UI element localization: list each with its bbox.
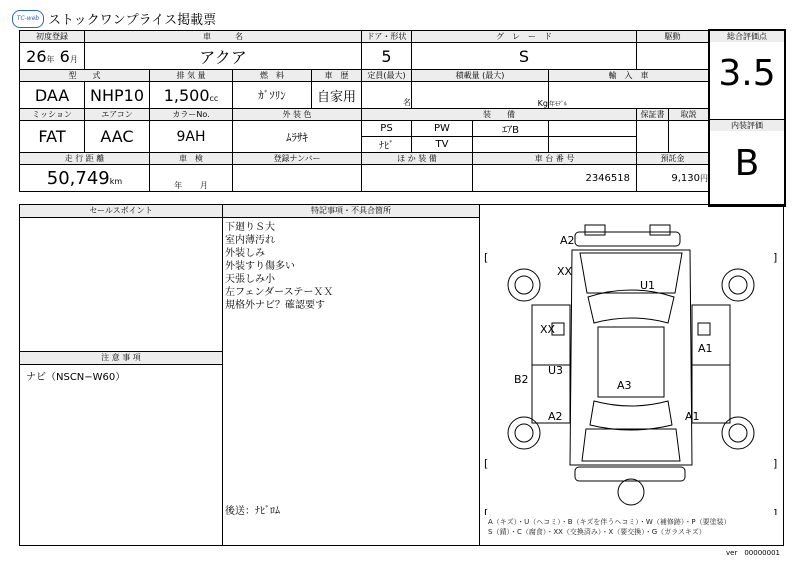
label-fuel: 燃 料	[233, 70, 312, 82]
doors-value: 5	[362, 43, 412, 70]
note-item: 外装すり傷多い	[225, 261, 295, 272]
label-import: 輸 入 車	[549, 70, 709, 82]
label-equipment: 装 備	[362, 109, 637, 121]
damage-mark: A1	[698, 342, 713, 355]
damage-mark: A2	[560, 234, 575, 247]
front-left-lamp-shape	[585, 225, 605, 235]
wheel-front-right-hub	[729, 276, 747, 294]
label-mission: ミッション	[20, 109, 85, 121]
wheel-rear-left	[508, 417, 540, 449]
caution-label: 注 意 事 項	[20, 352, 222, 365]
damage-mark: U3	[548, 364, 564, 377]
other-value	[362, 165, 473, 192]
wheel-front-left-hub	[515, 276, 533, 294]
spare-tire	[618, 479, 644, 505]
import-value: 年ﾓﾃﾞﾙ	[549, 82, 709, 109]
label-history: 車 歴	[312, 70, 362, 82]
caution-section	[20, 351, 222, 390]
label-drive: 駆動	[637, 31, 709, 43]
label-price: 預託金	[637, 153, 709, 165]
damage-mark: A3	[617, 379, 632, 392]
front-right-lamp-shape	[650, 225, 670, 235]
brand-logo: TC-web	[12, 10, 44, 28]
label-first-reg: 初度登録	[20, 31, 85, 43]
label-exterior: 外 装 色	[233, 109, 362, 121]
equip-airbag: ｴｱB	[473, 121, 549, 137]
interior-score-label: 内装評価	[710, 119, 784, 131]
damage-legend: A（キズ）・U（ヘコミ）・B（キズを伴うヘコミ）・W（補修跡）・P（要塗装） S（錆）・C（腐食）・XX（交換済み）・X（要交換）・G（ガラスキズ）	[488, 518, 731, 536]
body-outline	[570, 250, 692, 465]
label-other: ほ か 装 備	[362, 153, 473, 165]
note-item: 規格外ナビ？確認要す	[225, 300, 325, 311]
inspection-value: 年 月	[150, 165, 233, 192]
notes-label: 特記事項・不具合箇所	[223, 205, 479, 218]
damage-diagram	[480, 205, 783, 545]
bracket: ]	[773, 507, 778, 515]
damage-mark: U1	[640, 279, 656, 292]
price-value: 9,130円	[637, 165, 709, 192]
bracket: [	[484, 457, 489, 470]
note-item: 外装しみ	[225, 248, 265, 259]
note-item: 左フェンダーステーＸＸ	[225, 287, 334, 298]
color-no-value: 9AH	[150, 121, 233, 153]
spec-table	[19, 30, 709, 192]
car-name-value: アクア	[85, 43, 362, 70]
label-displacement: 排 気 量	[150, 70, 233, 82]
left-column	[20, 205, 223, 545]
note-item: 室内薄汚れ	[225, 235, 275, 246]
label-warranty: 保証書	[637, 109, 669, 121]
aircon-value: AAC	[85, 121, 150, 153]
serial-value: 2346518	[473, 165, 637, 192]
overall-score-label: 総合評価点	[710, 31, 784, 42]
bracket: ]	[773, 457, 778, 470]
equip-navi: ﾅﾋﾞ	[362, 137, 412, 153]
type-prefix-value: DAA	[20, 82, 85, 109]
car-diagram-svg	[480, 205, 783, 515]
label-load: 積載量 (最大)	[412, 70, 549, 82]
front-bumper-shape	[575, 232, 680, 246]
label-manual: 取説	[669, 109, 709, 121]
plate-value	[233, 165, 362, 192]
label-color-no: カラーNo.	[150, 109, 233, 121]
right-mirror-shape	[698, 323, 710, 335]
page-title: ストックワンプライス掲載票	[48, 13, 217, 28]
type-code-value: NHP10	[85, 82, 150, 109]
mileage-value: 50,749km	[20, 165, 150, 192]
interior-score-value: B	[734, 143, 760, 184]
trunk-shape	[582, 429, 680, 461]
equip-ps: PS	[362, 121, 412, 137]
grade-value: S	[412, 43, 637, 70]
note-item: 下廻りＳ大	[225, 222, 275, 233]
damage-mark: XX	[557, 265, 573, 278]
windshield-shape	[588, 290, 674, 323]
overall-score-value: 3.5	[718, 53, 776, 94]
equip-tv: TV	[412, 137, 473, 153]
damage-mark: XX	[540, 323, 556, 336]
damage-mark: A1	[685, 410, 700, 423]
bracket: ]	[773, 251, 778, 264]
label-car-name: 車 名	[85, 31, 362, 43]
note-item: 天張しみ小	[225, 274, 275, 285]
history-value: 自家用	[312, 82, 362, 109]
wheel-front-left	[508, 269, 540, 301]
damage-mark: A2	[548, 410, 563, 423]
mission-value: FAT	[20, 121, 85, 153]
label-serial: 車 台 番 号	[473, 153, 637, 165]
wheel-rear-left-hub	[515, 424, 533, 442]
caution-text: ナビ（NSCN−W60）	[26, 372, 126, 383]
wheel-front-right	[722, 269, 754, 301]
notes-column	[223, 205, 480, 545]
bracket: [	[484, 251, 489, 264]
first-reg-value: 26年 6月	[20, 43, 85, 70]
label-type: 型 式	[20, 70, 150, 82]
exterior-value: ﾑﾗｻｷ	[233, 121, 362, 153]
equip-pw: PW	[412, 121, 473, 137]
label-plate: 登録ナンバー	[233, 153, 362, 165]
label-mileage: 走 行 距 離	[20, 153, 150, 165]
label-grade: グ レ ー ド	[412, 31, 637, 43]
lower-section	[19, 204, 784, 546]
label-capacity: 定員(最大)	[362, 70, 412, 82]
displacement-value: 1,500cc	[150, 82, 233, 109]
rear-window-shape	[590, 401, 672, 430]
damage-mark: B2	[514, 373, 529, 386]
hood-shape	[580, 253, 682, 293]
footer-note: 後送：ﾅﾋﾞﾛﾑ	[225, 506, 280, 517]
fuel-value: ｶﾞｿﾘﾝ	[233, 82, 312, 109]
wheel-rear-right-hub	[729, 424, 747, 442]
load-value: Kg	[412, 82, 549, 109]
label-inspection: 車 検	[150, 153, 233, 165]
label-aircon: エアコン	[85, 109, 150, 121]
label-doors: ドア・形状	[362, 31, 412, 43]
version-label: ver 00000001	[726, 549, 780, 557]
wheel-rear-right	[722, 417, 754, 449]
score-box	[708, 29, 786, 207]
sales-point-label: セールスポイント	[20, 205, 222, 218]
bracket: [	[484, 507, 489, 515]
drive-value	[637, 43, 709, 70]
capacity-value: 名	[362, 82, 412, 109]
notes-list	[223, 218, 479, 315]
